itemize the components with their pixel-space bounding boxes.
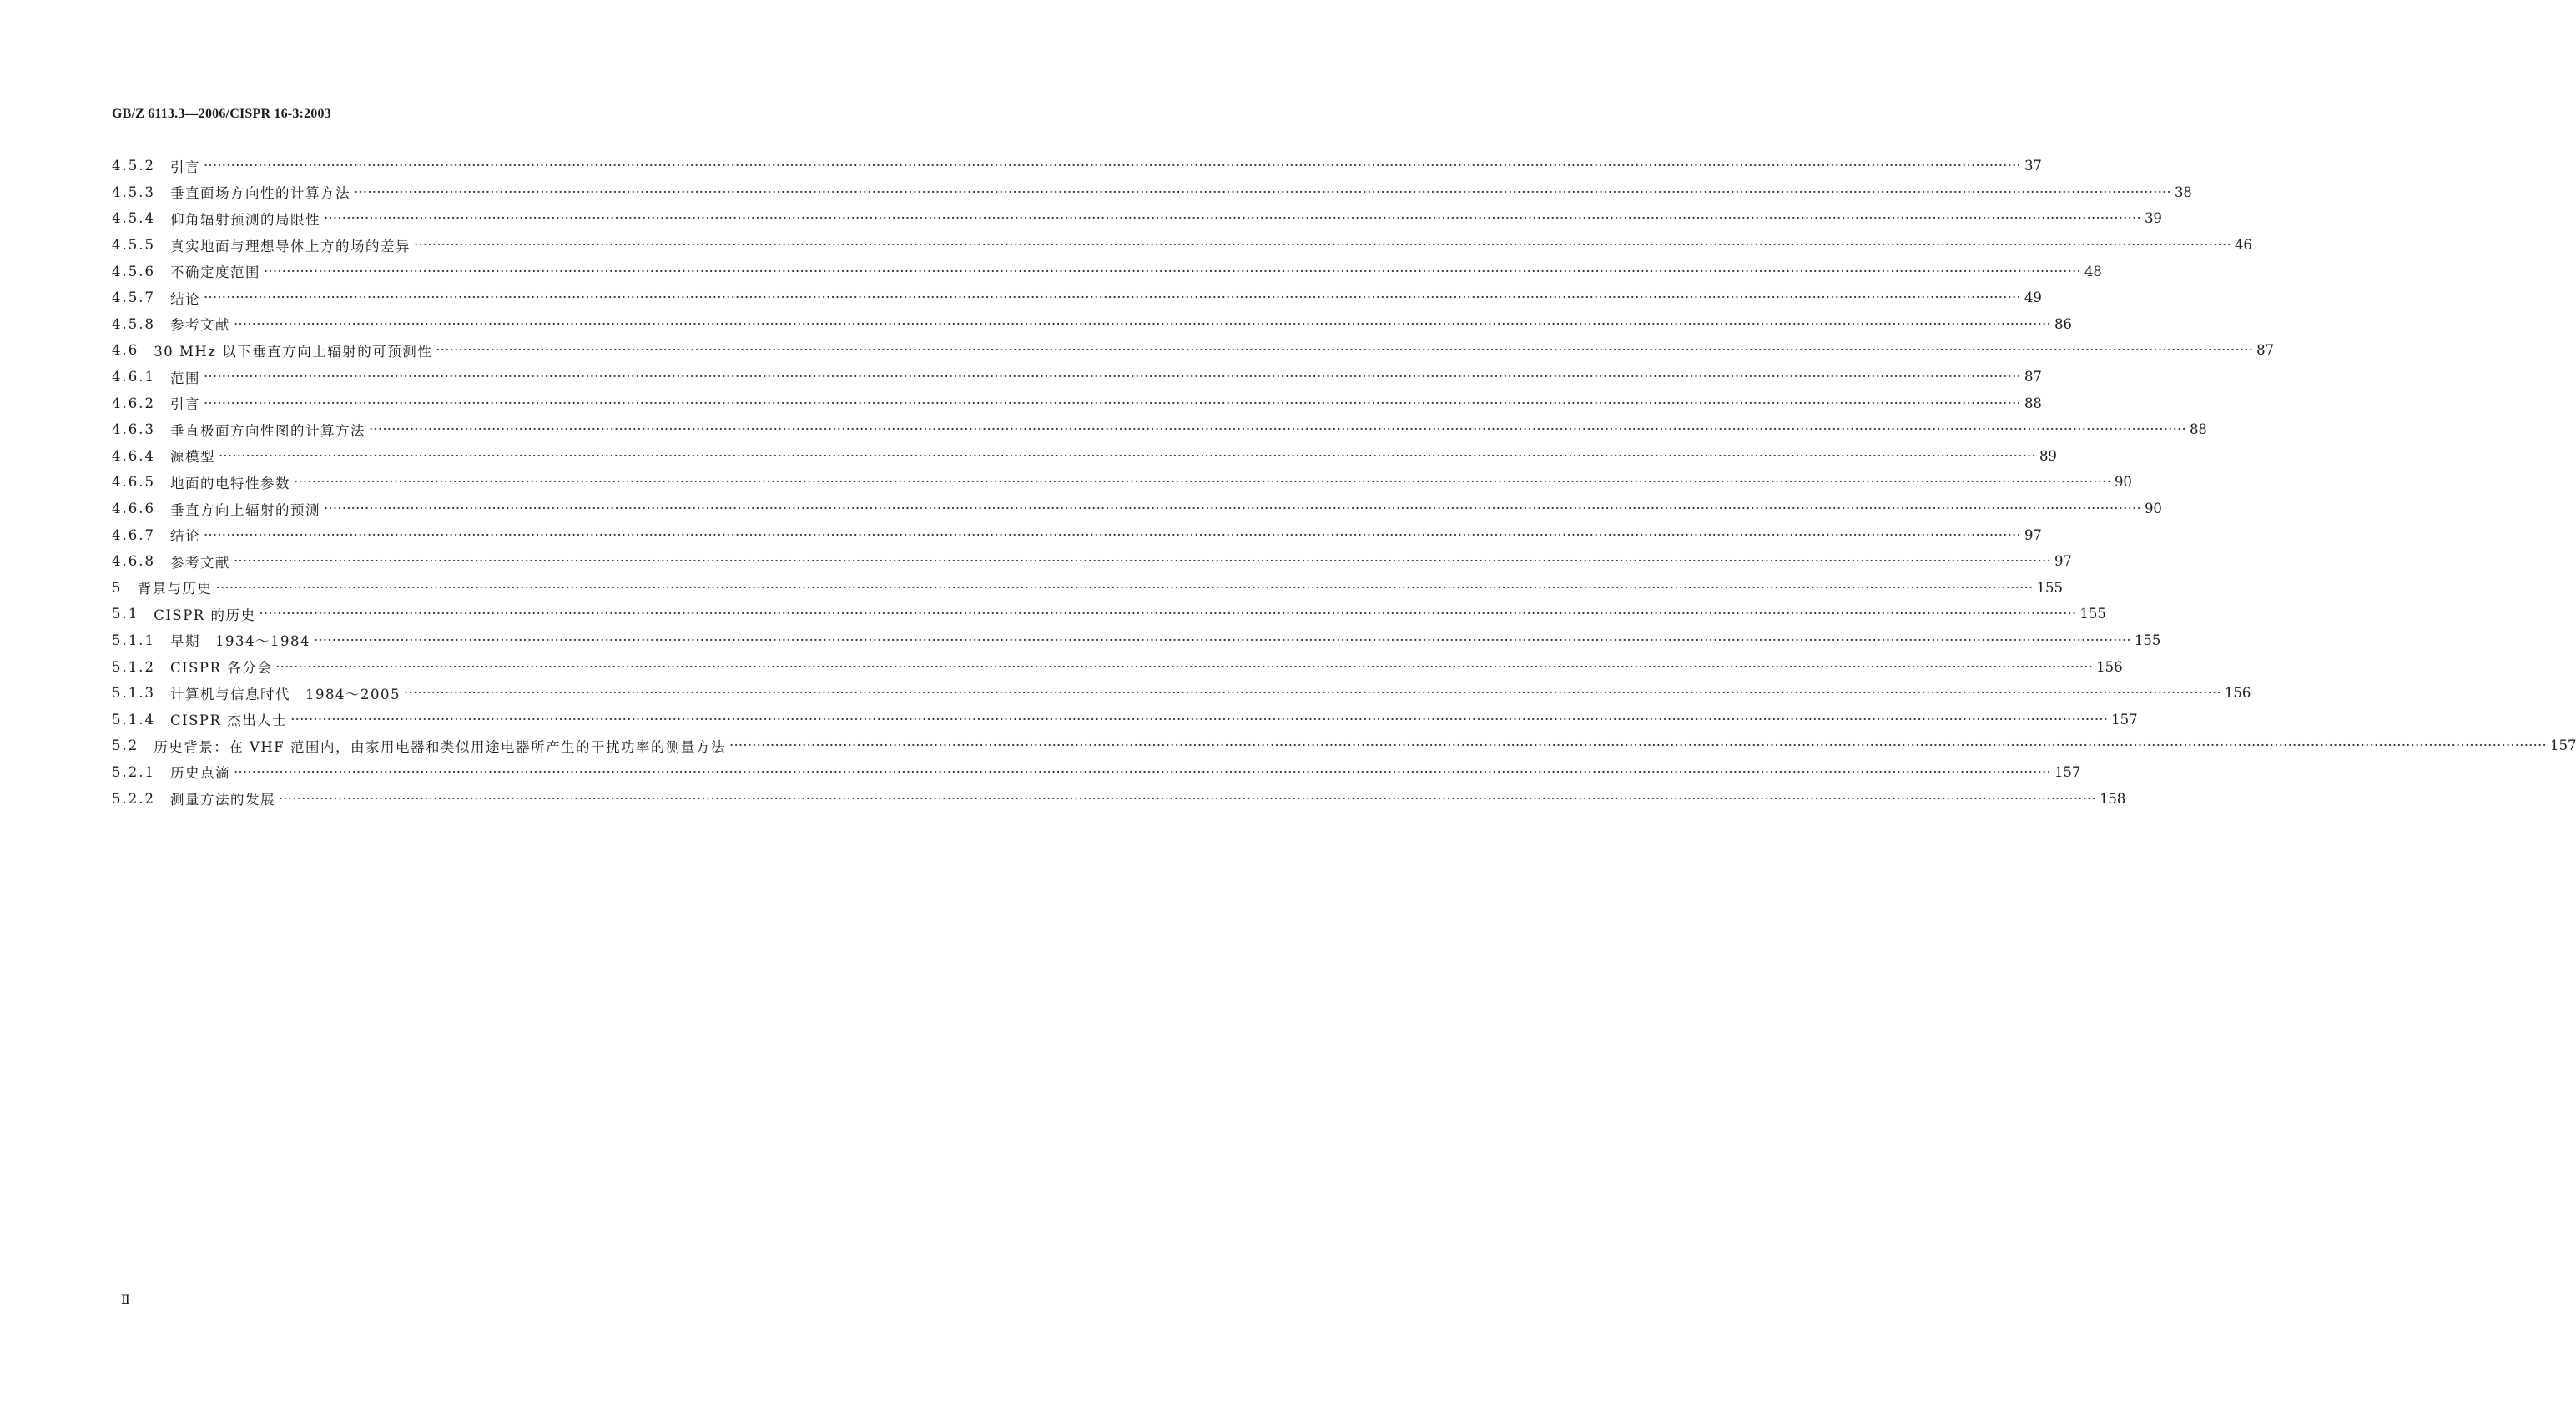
toc-entry[interactable] [112,548,2072,575]
toc-entry-page: 38 [2174,184,2192,200]
toc-entry[interactable] [112,443,2057,470]
toc-leader-dots: ················································································································································································································································································································································································································ [259,606,2077,622]
toc-entry-number: 4.6.6 [112,501,155,517]
toc-entry-number: 5 [112,579,123,596]
toc-entry[interactable] [112,733,2576,759]
toc-entry-number: 5.1.4 [112,711,155,728]
toc-entry-title: 源模型 [169,449,215,466]
toc-entry-title: 测量方法的发展 [169,792,275,808]
toc-leader-dots: ················································································································································································································································································································································································································ [203,395,2021,411]
toc-entry-title: 历史背景：在 VHF 范围内，由家用电器和类似用途电器所产生的干扰功率的测量方法 [154,738,726,755]
toc-entry-page: 87 [2024,369,2042,385]
toc-entry[interactable] [112,337,2275,364]
toc-entry-number: 4.5.8 [112,315,155,332]
toc-leader-dots: ················································································································································································································································································································································································································ [436,342,2254,359]
toc-entry-title: 垂直极面方向性图的计算方法 [169,422,365,439]
toc-entry-title: 30 MHz 以下垂直方向上辐射的可预测性 [154,343,433,360]
toc-entry-page: 37 [2024,158,2042,174]
toc-entry[interactable] [112,416,2207,443]
toc-entry-page: 87 [2256,342,2275,359]
toc-entry-page: 155 [2134,632,2161,648]
toc-entry-number: 4.5.6 [112,263,155,279]
toc-entry-title: CISPR 的历史 [154,607,256,623]
toc-entry-title: 参考文献 [169,317,230,334]
toc-entry-number: 4.6.3 [112,421,155,438]
toc-entry-page: 155 [2036,579,2063,596]
toc-entry-title: 仰角辐射预测的局限性 [169,211,320,228]
toc-entry-page: 157 [2111,711,2138,728]
toc-entry[interactable] [112,496,2162,522]
table-of-contents [112,153,2576,812]
toc-leader-dots: ················································································································································································································································································································································································································ [233,553,2051,570]
toc-entry[interactable] [112,785,2126,812]
toc-entry-title: 结论 [169,290,200,307]
toc-leader-dots: ················································································································································································································································································································································································································ [263,263,2081,279]
toc-leader-dots: ················································································································································································································································································································································································································ [353,184,2171,200]
toc-leader-dots: ················································································································································································································································································································································································································ [233,763,2051,780]
toc-entry[interactable] [112,653,2123,680]
toc-entry-number: 5.1.3 [112,685,155,702]
toc-entry-number: 5.2.1 [112,763,155,780]
toc-entry-title: 计算机与信息时代 1984～2005 [169,686,401,702]
toc-entry-page: 46 [2234,237,2252,254]
toc-entry[interactable] [112,706,2138,733]
toc-entry-title: 参考文献 [169,554,230,571]
toc-entry-title: 地面的电特性参数 [169,475,290,491]
toc-entry-title: 早期 1934～1984 [169,633,310,650]
toc-entry[interactable] [112,759,2081,786]
toc-entry-number: 4.5.4 [112,210,155,227]
toc-entry-number: 5.1.1 [112,632,155,648]
toc-entry[interactable] [112,680,2251,707]
toc-entry-title: 引言 [169,396,200,413]
toc-entry-number: 4.6.4 [112,447,155,464]
toc-entry-title: 真实地面与理想导体上方的场的差异 [169,238,411,254]
toc-entry-page: 88 [2024,395,2042,411]
toc-leader-dots: ················································································································································································································································································································································································································ [275,658,2094,675]
toc-entry-title: 范围 [169,370,200,386]
toc-leader-dots: ················································································································································································································································································································································································································ [323,210,2141,227]
toc-entry-title: 引言 [169,159,200,175]
toc-entry-title: 结论 [169,528,200,545]
toc-entry[interactable] [112,232,2252,259]
toc-entry-page: 97 [2054,553,2072,570]
toc-entry-page: 39 [2144,210,2162,227]
toc-entry[interactable] [112,179,2192,206]
toc-entry[interactable] [112,390,2042,416]
toc-leader-dots: ················································································································································································································································································································································································································ [278,790,2096,807]
toc-entry-number: 4.6.5 [112,474,155,491]
toc-leader-dots: ················································································································································································································································································································································································································ [290,711,2109,728]
toc-entry[interactable] [112,627,2161,654]
toc-leader-dots: ················································································································································································································································································································································································································ [203,526,2021,543]
toc-entry-title: CISPR 杰出人士 [169,713,288,729]
toc-leader-dots: ················································································································································································································································································································································································································ [233,315,2051,332]
toc-entry[interactable] [112,153,2042,179]
toc-leader-dots: ················································································································································································································································································································································································································ [403,685,2221,702]
toc-entry-title: CISPR 各分会 [169,660,273,677]
toc-entry-page: 90 [2144,501,2162,517]
toc-entry-page: 158 [2099,790,2126,807]
toc-entry-number: 5.2.2 [112,790,155,807]
toc-entry-page: 157 [2549,738,2576,754]
toc-entry-title: 垂直方向上辐射的预测 [169,501,320,518]
toc-entry-page: 157 [2054,763,2081,780]
toc-leader-dots: ················································································································································································································································································································································································································ [313,632,2131,648]
toc-entry[interactable] [112,469,2132,496]
toc-entry[interactable] [112,364,2042,390]
toc-leader-dots: ················································································································································································································································································································································································································ [323,501,2141,517]
toc-entry-page: 156 [2096,658,2123,675]
toc-entry-number: 5.1 [112,606,139,622]
toc-entry-page: 49 [2024,290,2042,306]
toc-entry[interactable] [112,521,2042,548]
toc-leader-dots: ················································································································································································································································································································································································································ [368,421,2186,438]
toc-entry-page: 88 [2189,421,2207,438]
toc-leader-dots: ················································································································································································································································································································································································································ [218,447,2036,464]
toc-entry-number: 4.6.7 [112,526,155,543]
toc-entry-number: 4.5.2 [112,158,155,174]
toc-leader-dots: ················································································································································································································································································································································································································ [729,738,2547,754]
toc-entry-title: 历史点滴 [169,765,230,782]
toc-entry[interactable] [112,601,2106,627]
toc-entry-page: 156 [2224,685,2251,702]
toc-entry-title: 垂直面场方向性的计算方法 [169,185,350,202]
toc-entry-title: 背景与历史 [137,581,213,597]
toc-entry-number: 4.6.2 [112,395,155,411]
toc-entry-page: 89 [2039,447,2057,464]
toc-entry[interactable] [112,258,2102,285]
toc-entry-number: 4.6.8 [112,553,155,570]
toc-entry-page: 97 [2024,526,2042,543]
toc-entry-number: 4.5.3 [112,184,155,200]
toc-entry-number: 4.6.1 [112,369,155,385]
toc-entry[interactable] [112,285,2042,311]
toc-entry-page: 90 [2114,474,2132,491]
toc-entry-number: 5.2 [112,738,139,754]
toc-leader-dots: ················································································································································································································································································································································································································ [413,237,2231,254]
toc-entry-page: 86 [2054,315,2072,332]
toc-entry[interactable] [112,205,2162,232]
toc-leader-dots: ················································································································································································································································································································································································································ [203,290,2021,306]
toc-entry-page: 48 [2084,263,2102,279]
toc-entry-page: 155 [2079,606,2106,622]
toc-leader-dots: ················································································································································································································································································································································································································ [293,474,2111,491]
toc-leader-dots: ················································································································································································································································································································································································································ [203,158,2021,174]
page-number-footer: Ⅱ [121,1293,130,1307]
toc-entry[interactable] [112,311,2072,338]
toc-entry-number: 4.5.5 [112,237,155,254]
toc-entry-number: 4.5.7 [112,290,155,306]
document-header: GB/Z 6113.3—2006/CISPR 16-3:2003 [112,107,331,121]
toc-leader-dots: ················································································································································································································································································································································································································ [203,369,2021,385]
toc-entry[interactable] [112,575,2063,602]
toc-entry-number: 5.1.2 [112,658,155,675]
toc-leader-dots: ················································································································································································································································································································································································································ [215,579,2034,596]
toc-entry-title: 不确定度范围 [169,264,260,281]
toc-entry-number: 4.6 [112,342,139,359]
